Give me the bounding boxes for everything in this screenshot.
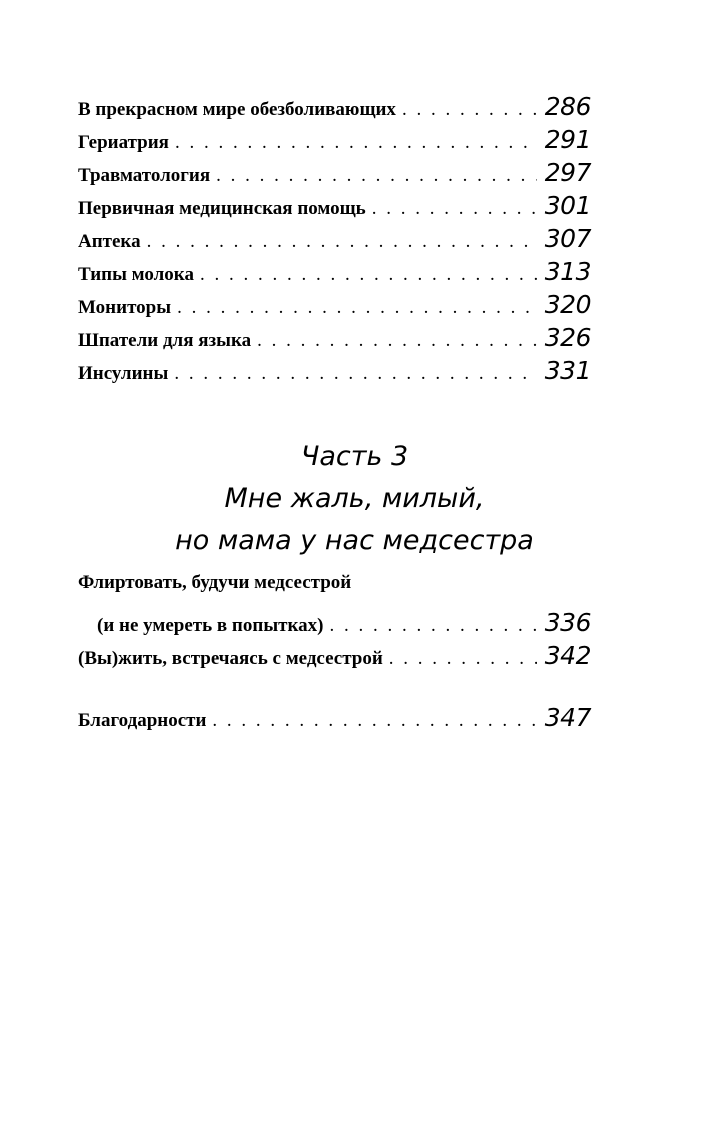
toc-entry-title: (и не умереть в попытках) <box>97 615 324 636</box>
part-heading <box>0 436 709 562</box>
toc-entry-title: Инсулины <box>78 363 169 384</box>
toc-entry[interactable] <box>78 608 591 641</box>
part-title-line-1: Мне жаль, милый, <box>224 483 485 514</box>
toc-entry[interactable] <box>78 224 591 257</box>
toc-entry-title: (Вы)жить, встречаясь с медсестрой <box>78 648 383 669</box>
toc-entry-title: Благодарности <box>78 710 207 731</box>
toc-entry[interactable] <box>78 356 591 389</box>
toc-entry-title: Первичная медицинская помощь <box>78 198 366 219</box>
toc-entry[interactable] <box>78 191 591 224</box>
toc-entry[interactable] <box>78 158 591 191</box>
toc-entry[interactable] <box>78 703 591 736</box>
toc-entry-page: 331 <box>544 356 591 385</box>
toc-acknowledgements <box>78 703 591 736</box>
dot-leader <box>372 198 537 220</box>
toc-entry-page: 313 <box>544 257 591 286</box>
toc-entry[interactable] <box>78 257 591 290</box>
dot-leader <box>216 165 537 187</box>
toc-entry-page: 297 <box>544 158 591 187</box>
toc-entry-page: 347 <box>544 703 591 732</box>
toc-entry-title: Гериатрия <box>78 132 169 153</box>
toc-entry-page: 286 <box>544 92 591 121</box>
toc-entry[interactable] <box>78 92 591 125</box>
toc-entry-page: 307 <box>544 224 591 253</box>
part-title-line-2: но мама у нас медсестра <box>175 525 534 556</box>
toc-entry[interactable] <box>78 323 591 356</box>
toc-entry-page: 320 <box>544 290 591 319</box>
toc-entry-title: В прекрасном мире обезболивающих <box>78 99 396 120</box>
dot-leader <box>329 615 537 637</box>
toc-entry-page: 342 <box>544 641 591 670</box>
toc-entry-title: Типы молока <box>78 264 194 285</box>
dot-leader <box>402 99 537 121</box>
dot-leader <box>257 330 537 352</box>
dot-leader <box>200 264 537 286</box>
dot-leader <box>175 132 537 154</box>
dot-leader <box>147 231 537 253</box>
toc-entry-multiline-first-line[interactable] <box>78 572 591 608</box>
toc-entry-title: Флиртовать, будучи медсестрой <box>78 572 352 593</box>
toc-part2-list <box>78 92 591 389</box>
toc-entry[interactable] <box>78 125 591 158</box>
toc-entry-page: 326 <box>544 323 591 352</box>
toc-entry-title: Мониторы <box>78 297 172 318</box>
toc-entry-title: Травматология <box>78 165 211 186</box>
toc-entry-page: 291 <box>544 125 591 154</box>
part-label: Часть 3 <box>300 441 409 472</box>
toc-entry-title: Шпатели для языка <box>78 330 252 351</box>
toc-part3-list <box>78 572 591 674</box>
toc-entry-title: Аптека <box>78 231 141 252</box>
dot-leader <box>389 648 537 670</box>
dot-leader <box>177 297 537 319</box>
dot-leader <box>174 363 537 385</box>
toc-entry-page: 301 <box>544 191 591 220</box>
toc-entry-page: 336 <box>544 608 591 637</box>
toc-entry[interactable] <box>78 290 591 323</box>
dot-leader <box>212 710 537 732</box>
toc-entry[interactable] <box>78 641 591 674</box>
